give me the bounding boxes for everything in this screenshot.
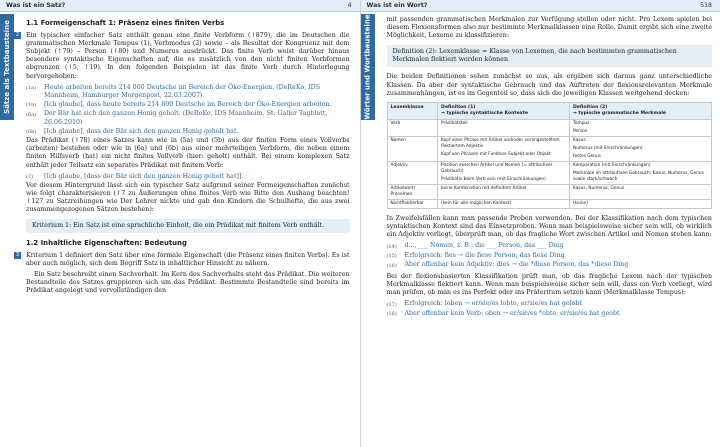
paragraph-flexion: Bei der flexionsbasierten Klassifikation prüft man, ob das fragliche Lexem nach der typischen Merkmalklasse flektiert kann. Wenn man beispielsweise sicher sein will, dass ein Verb vorliegt, wird man prüfen, ob man es ins Perfekt oder ins Präteritum setzen kann (Merkmalklasse Tempus): [386,272,712,296]
right-page [361,0,720,447]
right-section-tab-label: Wörter und Wortbausteine [363,14,372,120]
table-cell-line: Prädikativ beim Verb sein (mit Einschränkungen) [441,176,546,182]
paragraph-praedikat: Das Prädikat (↑78) eines Satzes kann wie in (5a) und (5b) aus der finiten Form eines Vollverbs (arbeiten) bestehen oder wie in (6a) und (6b) aus einer mehrteiligen Verbform, die neben einem finiten Hilfsverb (hat) ein nicht finites Vollverb (hier: geholt) enthält. Bei einem komplexen Satz enthält jeder Teilsatz ein separates Prädikat mit finitem Verb: [26,137,350,169]
table-row [387,184,712,199]
example-item [26,101,350,110]
example-text: [Ich glaube], dass der Bär sich den ganzen Honig geholt hat. [44,127,239,135]
example-number: (6a) [26,111,37,118]
example-number: (14) [386,243,397,250]
lexemklasse-cell: Nomen [387,136,438,161]
right-content [387,16,713,319]
paragraph-merkmale: mit passenden grammatischen Merkmalen zur Verfügung stellen oder nicht. Pro Lexem spielen bei diesem Flexionsformen also nur bestimmte Merkmalklassen eine Rolle. Damit ergibt sich eine zweite Möglichkeit, Lexeme zu klassifizieren: [386,16,712,40]
merkmal-cell [569,161,711,184]
left-header-title: Was ist ein Satz? [6,2,66,9]
left-content [15,16,350,298]
table-cell-line: Kasus [572,137,586,143]
example-number: (1b) [26,102,37,109]
example-list-2 [26,173,350,182]
example-item [387,300,713,309]
example-item [26,84,350,100]
paragraph-zweifelsfaelle: In Zweifelsfällen kann man passende Proben verwenden. Bei der Klassifikation nach dem typischen syntaktischen Kontext sind das Einsetzproben. Wenn man beispielsweise sicher sein will, ob wirklich ein Adjektiv vorliegt, überprüft man, ob das fragliche Wort zwischen Artikel und Nomen stehen kann: [386,214,712,238]
context-cell [438,136,570,161]
merkmal-cell [569,119,711,136]
merkmal-cell [569,199,711,208]
section-heading-1-1: 1.1 Formeigenschaft 1: Präsenz eines finiten Verbs [26,19,225,27]
left-section-tab [0,14,14,120]
right-section-tab [361,14,375,120]
example-text: Erfolgreich: loben → er/sie/es lobte, er/sie/es hat gelobt [404,300,583,308]
right-header [361,0,720,12]
lexemklasse-cell: Artikelwort/ Pronomen [387,184,438,199]
paragraph-sachverhalt: Ein Satz beschreibt einen Sachverhalt. Im Kern des Sachverhalts steht das Prädikat. Die weiteren Bestandteile des Satzes gruppieren sich um das Prädikat. Bestimmte Bestandteile sind bereits im Prädikat angelegt und vervollständigen den [26,270,350,295]
table-cell-line: Kasus, Numerus, Genus [572,185,625,191]
example-number: (15) [386,253,397,260]
example-item [387,242,713,251]
lexemklasse-cell: Verb [387,119,438,136]
example-number: (17) [386,301,397,308]
example-number: (1a) [26,85,37,92]
left-page-number: 4 [347,2,352,9]
context-cell [438,184,570,199]
example-text: Aber offenbar kein Adjektiv: dies → die *diese Person, das *diese Ding [404,261,629,269]
context-cell [438,119,570,136]
criterion-box: Kriterium 1: Ein Satz ist eine sprachliche Einheit, die ein Prädikat mit finitem Verb enthält. [26,219,350,233]
table-cell-line: festes Genus [572,153,601,159]
table-row [387,161,712,184]
example-item [26,110,350,126]
left-header [0,0,360,12]
table-cell-line: Kopf von Phrasen mit Funktion Subjekt oder Objekt [441,151,551,157]
example-list-1 [26,84,350,137]
right-page-number: 518 [700,2,712,9]
table-row [387,199,712,208]
example-text: Heute arbeiten bereits 214 000 Deutsche im Bereich der Öko-Energien. (DeReKo, IDS Mannheim, Hamburger Morgenpost, 22.03.2007) [44,83,321,99]
table-cell-line: Prädikatsteil [441,120,468,126]
definition-box: Definition (2): Lexemklasse = Klasse von Lexemen, die nach bestimmten grammatischen Merkmalen flektiert werden können [387,45,713,67]
table-cell-line: (kein für alle möglichen Kontext) [441,200,512,206]
table-cell-line: Kopf einer Phrase mit Artikel und/oder vorangestelltem flektiertem Adjektiv [441,137,560,149]
table-header-line: Lexemklasse [390,104,424,110]
example-item [26,173,350,182]
example-item [387,261,713,270]
example-number: (7) [26,174,34,181]
table-header-line: → typische grammatische Merkmale [572,110,667,116]
example-text: d..., ___ Nomen, z. B.: die ___ Person, das ___ Ding [404,242,564,250]
example-text: [Ich glaube, [dass der Bär sich den ganzen Honig geholt hat]]. [44,172,244,180]
table-header-line: Definition (2) [572,104,608,110]
lexemklasse-cell: Nichtflektierbar [387,199,438,208]
paragraph-kriterium: Kriterium 1 definiert den Satz über eine formale Eigenschaft (die Präsenz eines finiten Verbs). Es ist aber auch möglich, sich dem Begriff Satz in inhaltlicher Hinsicht zu nähern. [26,251,350,267]
paragraph-marker-2: 2 [15,32,20,39]
table-header-cell [438,102,570,119]
example-list-3 [387,242,713,270]
merkmal-cell [569,136,711,161]
example-number: (18) [386,311,397,318]
lexemklassen-table [387,102,713,209]
example-list-4 [387,300,713,318]
table-cell-line: Komparation (mit Einschränkungen) [572,162,651,168]
table-header-line: Definition (1) [441,104,476,110]
lexemklasse-cell: Adjektiv [387,161,438,184]
table-header-cell [387,102,438,119]
table-header-line: → typische syntaktische Kontexte [441,110,529,116]
left-section-tab-label: Sätze als Textbausteine [3,20,12,114]
right-header-title: Was ist ein Wort? [366,2,428,9]
table-cell-line: keine Kombination mit definitem Artikel [441,185,527,191]
example-text: [Ich glaube], dass heute bereits 214 800 Deutsche im Bereich der Öko-Energien arbeiten. [44,100,332,108]
example-number: (16) [386,262,397,269]
table-header-cell [569,102,711,119]
example-item [387,310,713,319]
table-header-row [387,102,712,119]
example-text: Aber offenbar kein Verb: oben → er/sie/es *obte, er/sie/es hat geobt [404,309,620,317]
example-item [26,128,350,137]
section-heading-1-2: 1.2 Inhaltliche Eigenschaften: Bedeutung [26,238,187,247]
table-cell-line: Person [572,128,588,134]
table-row [387,119,712,136]
context-cell [438,199,570,208]
table-cell-line: Numerus (mit Einschränkungen) [572,145,643,151]
table-cell-line: Merkmale im attributiven Gebrauch: Kasus, Numerus, Genus sowie stark/schwach [572,170,704,182]
paragraph-finite-verb: Ein typischer einfacher Satz enthält genau eine finite Verbform (↑879), die im Deutschen die grammatischen Merkmale Tempus (1), Verbmodus (2) sowie – als Resultat der Kongruenz mit dem Subjekt (↑79) – Person (↑80) und Numerus ausdrückt. Das finite Verb weist darüber hinaus besondere syntaktische Eigenschaften auf, die es zusätzlich von den nicht finiten Verbformen abgrenzen (↑5, ↑19). In den folgenden Beispielen ist das finite Verb durch Hinterlegung hervorgehoben: [26,32,350,80]
context-cell [438,161,570,184]
table-cell-line: Tempus [572,120,590,126]
merkmal-cell [569,184,711,199]
table-body [387,119,712,208]
table-row [387,136,712,161]
table-cell-line: Position zwischen Artikel und Nomen (= attributiver Gebrauch) [441,162,553,174]
table-cell-line: (keine) [572,200,588,206]
example-text: Der Bär hat sich den ganzen Honig geholt. (DeReKo, IDS Mannheim, St. Galler Tagblatt, 26.06.2010) [44,110,328,126]
paragraph-definitionen: Die beiden Definitionen sehen zunächst so aus, als ergäben sich daraus ganz unterschiedliche Klassen. Da aber der syntaktische Gebrauch und das Auftreten der flexionsrelevanten Merkmale zusammenhängen, ist es im Gegenteil so, dass sich die jeweiligen Klassen weitgehend decken: [386,73,712,97]
example-number: (6b) [26,129,37,136]
paragraph-marker-3: 3 [15,251,20,258]
example-item [387,252,713,261]
example-text: Erfolgreich: fies → die fiese Person, das fiese Ding [404,251,565,259]
paragraph-hintergrund: Vor diesem Hintergrund lässt sich ein typischer Satz aufgrund seiner Formeigenschaften zunächst wie folgt charakterisieren (↑7 zu Äußerungen ohne finites Verb wie Bitte den Aushang beachten! ↑127 zu Satzreihungen wie Der Lehrer nickte und gab den Kindern die Schulhefte, die aus zwei zusammengezogenen Sätzen bestehen): [26,182,350,214]
